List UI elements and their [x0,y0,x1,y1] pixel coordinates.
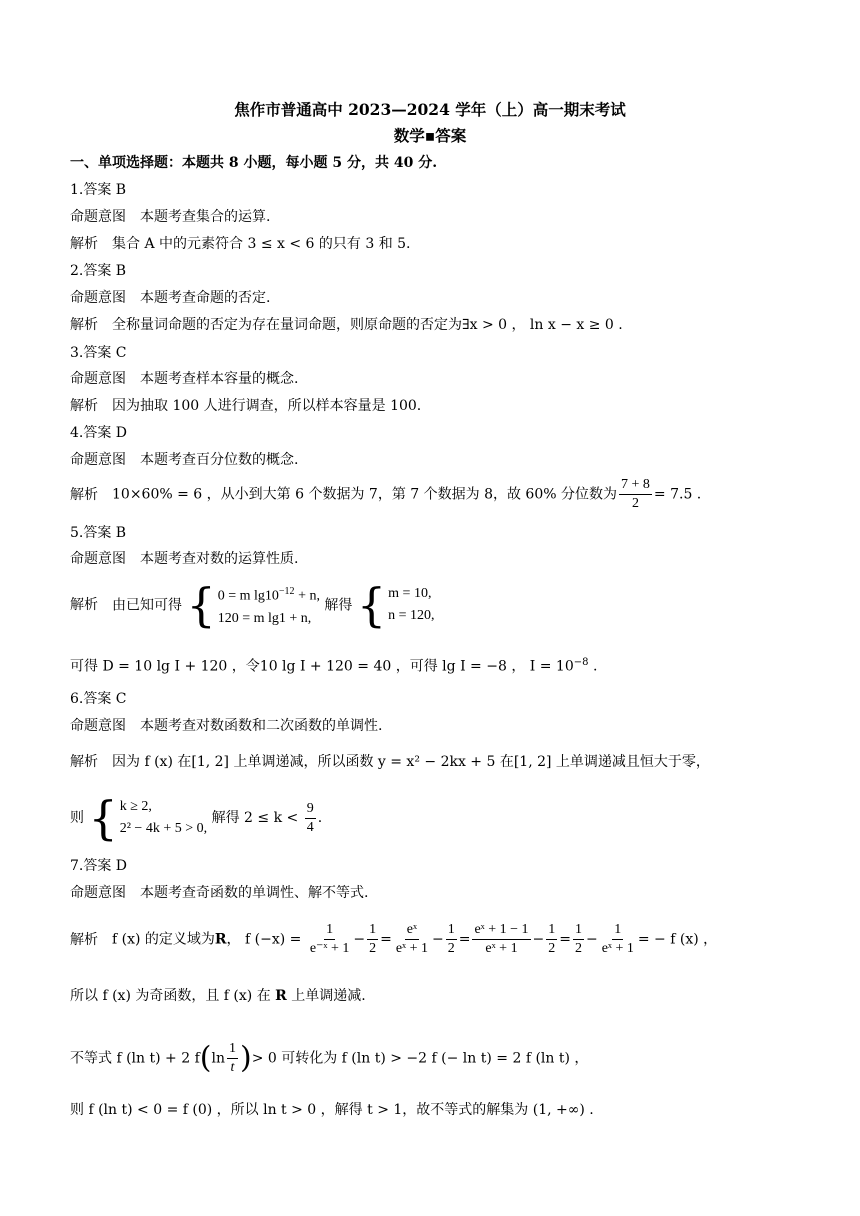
q2-intent [70,289,270,307]
q3-analysis [70,397,421,415]
analysis-label: 解析 [70,486,98,503]
q3-analysis-text: 因为抽取 100 人进行调查，所以样本容量是 100. [112,398,422,414]
q4-fraction [619,476,652,513]
q1-intent [70,208,270,226]
q7-analysis-line3: 不等式 f (ln t) + 2 f(ln $\frac{1}{t}$ )> 0 可转化为 f (ln t) > −2 f (− ln t) = 2 f (ln t) ， [70,1040,589,1076]
analysis-label: 解析 [70,317,98,333]
q4-intent-text: 本题考查百分位数的概念. [140,452,299,468]
page-subtitle: 数学▪答案 [393,126,467,145]
brace-icon: { [88,791,118,845]
system-row: 0 = m $\lg 10^{-12} + n$, [217,586,320,604]
q5-analysis [70,578,435,633]
fraction: $\frac{1}{t}$ [228,1041,236,1075]
analysis-label: 解析 [70,236,98,252]
q3-intent [70,370,298,388]
analysis-label: 解析 [70,398,98,414]
brace-icon: { [356,578,387,633]
q6-inequality-system [88,791,208,845]
fraction: $\frac{1}{2}$ [574,922,582,956]
q6-analysis [70,753,710,771]
q6-intent-text: 本题考查对数函数和二次函数的单调性. [140,718,383,734]
q7-answer: 7.答案 D [70,858,128,874]
q5-intent [70,550,298,568]
q4-intent [70,451,298,469]
system-row: 120 = m lg1 + n, [217,610,312,626]
system-row: m = 10, [388,586,432,602]
q7-intent [70,884,368,902]
page-title: 焦作市普通高中 2023—2024 学年（上）高一期末考试 [234,100,626,119]
q5-answer: 5.答案 B [70,525,127,541]
q3-answer: 3.答案 C [70,345,127,361]
fraction: $\frac{1}{2}$ [369,922,377,956]
paren-left-icon: ( [199,1040,212,1076]
q5-analysis-pre: 由已知可得 [112,597,182,614]
q3-intent-text: 本题考查样本容量的概念. [140,371,299,387]
intent-label: 命题意图 [70,209,126,225]
section-heading: 一、单项选择题：本题共 8 小题，每小题 5 分，共 40 分. [70,155,438,171]
q2-intent-text: 本题考查命题的否定. [140,290,271,306]
q4-analysis [70,476,701,513]
q5-equation-system-1 [186,578,320,633]
analysis-label: 解析 [70,597,98,614]
analysis-label: 解析 [70,754,98,770]
q1-answer: 1.答案 B [70,182,127,198]
q1-analysis-text: 集合 A 中的元素符合 3 ≤ x < 6 的只有 3 和 5. [112,236,411,252]
q2-analysis-text: 全称量词命题的否定为存在量词命题，则原命题的否定为∃x > 0 ， ln x − x ≥ 0 . [112,317,623,333]
q7-analysis: 解析 f (x) 的定义域为R， f (−x) = $\frac{1}{\text{e⁻ˣ + 1}}$ − $\frac{1}{2}$ = $\frac{\text{eˣ}}{\text{eˣ + 1}}$ − $\frac{1}{2}$ = $\frac{\text{eˣ + 1 − 1}}{\text{eˣ + 1}}$ − $\frac{1}{2}$ = $\frac{1}{2}$ − $\frac{1}{\text{eˣ + 1}}$ = − f (x) ， [70,922,718,956]
q5-analysis-line2: 可得 D = 10 lg I + 120 ，令10 lg I + 120 = 40 ，可得 lg I = −8 ， $I = 10^{-8}$ . [70,657,598,675]
q6-fraction: $\frac{9}{4}$ [306,800,314,835]
q5-mid: 解得 [324,597,353,614]
fraction: $\frac{1}{2}$ [447,922,455,956]
q4-answer: 4.答案 D [70,425,128,441]
q6-answer: 6.答案 C [70,691,127,707]
intent-label: 命题意图 [70,371,126,387]
q6-analysis-line2: 则 { k ≥ 2, 2² − 4k + 5 > 0, 解得 2 ≤ k < $\frac{9}{4}$ . [70,791,323,845]
fraction-numerator: 7 + 8 [619,476,652,495]
system-row: 2² − 4k + 5 > 0, [119,821,208,836]
q2-analysis [70,316,623,334]
brace-icon: { [186,578,216,633]
system-row: k ≥ 2, [119,799,152,814]
q6-intent [70,717,382,735]
fraction: $\frac{1}{\text{e⁻ˣ + 1}}$ [309,922,350,956]
paren-right-icon: ) [239,1040,252,1076]
q5-equation-system-2 [356,578,435,633]
q1-intent-text: 本题考查集合的运算. [140,209,271,225]
intent-label: 命题意图 [70,452,126,468]
fraction: $\frac{1}{\text{eˣ + 1}}$ [601,922,634,956]
q1-analysis [70,235,411,253]
fraction-denominator: 2 [631,496,639,511]
q7-analysis-line4: 则 f (ln t) < 0 = f (0) ，所以 ln t > 0 ，解得 t > 1，故不等式的解集为 (1, +∞) . [70,1102,594,1118]
q6-analysis-text: 因为 f (x) 在[1, 2] 上单调递减，所以函数 y = x² − 2kx + 5 在[1, 2] 上单调递减且恒大于零， [112,754,710,770]
fraction: $\frac{\text{eˣ}}{\text{eˣ + 1}}$ [395,922,428,956]
system-row: n = 120, [388,608,435,624]
q4-analysis-post: = 7.5 . [653,486,702,503]
q7-intent-text: 本题考查奇函数的单调性、解不等式. [140,885,369,901]
intent-label: 命题意图 [70,718,126,734]
q5-intent-text: 本题考查对数的运算性质. [140,551,299,567]
fraction: $\frac{1}{2}$ [548,922,556,956]
q7-analysis-line2: 所以 f (x) 为奇函数，且 f (x) 在 R 上单调递减. [70,988,366,1004]
q2-answer: 2.答案 B [70,263,127,279]
intent-label: 命题意图 [70,885,126,901]
fraction: $\frac{\text{eˣ + 1 − 1}}{\text{eˣ + 1}}$ [474,922,529,956]
intent-label: 命题意图 [70,290,126,306]
analysis-label: 解析 [70,931,98,948]
q4-analysis-pre: 10×60% = 6 ，从小到大第 6 个数据为 7，第 7 个数据为 8，故 60% 分位数为 [112,486,617,503]
intent-label: 命题意图 [70,551,126,567]
